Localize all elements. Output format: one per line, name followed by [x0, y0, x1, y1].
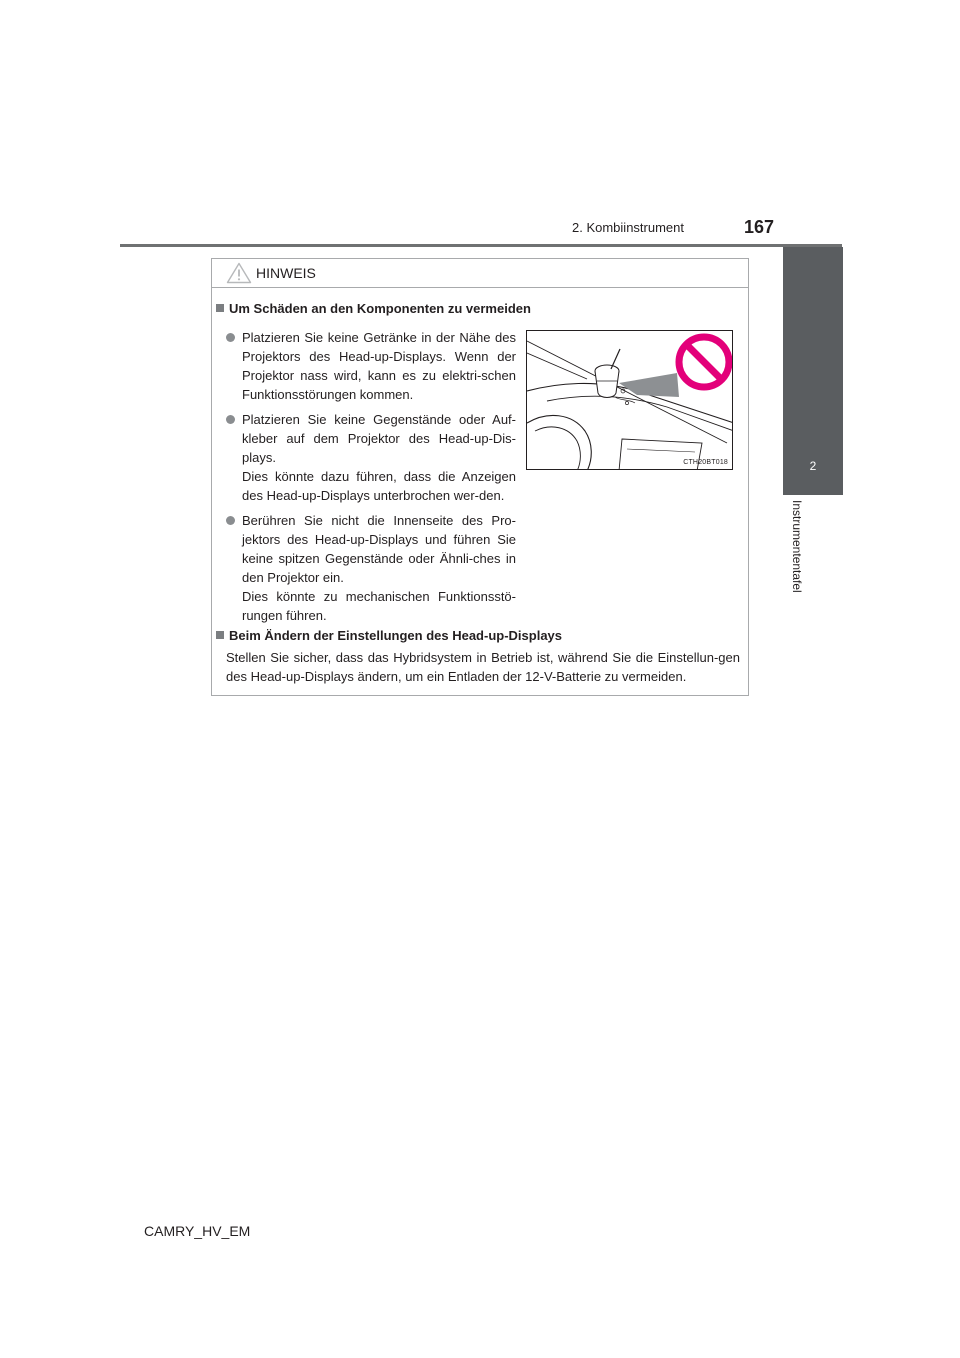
chapter-title: 2. Kombiinstrument: [572, 220, 684, 235]
round-bullet-icon: [226, 333, 235, 342]
settings-paragraph: Stellen Sie sicher, dass das Hybridsystem in Betrieb ist, während Sie die Einstellun-gen des Head-up-Displays ändern, um ein Entladen der 12-V-Batterie zu vermeiden.: [226, 650, 740, 684]
chapter-tab: [783, 436, 843, 495]
round-bullet-icon: [226, 516, 235, 525]
chapter-number: 2: [809, 458, 817, 473]
bullet-text: Berühren Sie nicht die Innenseite des Pro-jektors des Head-up-Displays und führen Sie keine spitzen Gegenstände oder Ähnli-ches in den Projektor ein. Dies könnte zu mechanischen Funktionsstö-rungen führen.: [242, 513, 516, 623]
illustration-code: CTH20BT018: [683, 459, 728, 466]
header-rule: [120, 244, 842, 247]
section-heading-settings: [216, 627, 562, 644]
dashboard-illustration: [527, 331, 733, 470]
section-heading-text: Beim Ändern der Einstellungen des Head-up-Displays: [229, 628, 563, 643]
page-number: 167: [743, 217, 774, 237]
notice-box: [211, 258, 749, 696]
section-heading-damage: [216, 300, 531, 317]
round-bullet-icon: [226, 415, 235, 424]
bullet-text: Platzieren Sie keine Getränke in der Nähe des Projektors des Head-up-Displays. Wenn der Projektor nass wird, kann es zu elektri-schen Funktionsstörungen kommen.: [242, 330, 516, 402]
list-item: [226, 410, 516, 505]
square-bullet-icon: [216, 631, 224, 639]
square-bullet-icon: [216, 304, 224, 312]
side-tab-bar: [783, 247, 843, 436]
bullet-text: Platzieren Sie keine Gegenstände oder Auf-kleber auf dem Projektor des Head-up-Dis-plays. Dies könnte dazu führen, dass die Anzeigen des Head-up-Displays unterbrochen wer-den.: [242, 412, 516, 503]
illustration-no-drinks-on-projector: [526, 330, 733, 470]
notice-header: [212, 259, 748, 288]
document-code: CAMRY_HV_EM: [144, 1223, 251, 1239]
notice-title: HINWEIS: [256, 265, 316, 281]
section-heading-text: Um Schäden an den Komponenten zu vermeiden: [229, 301, 531, 316]
bullet-list: [226, 328, 516, 631]
list-item: [226, 328, 516, 404]
warning-triangle-icon: [226, 262, 252, 284]
list-item: [226, 511, 516, 625]
chapter-label: Instrumententafel: [790, 500, 804, 593]
